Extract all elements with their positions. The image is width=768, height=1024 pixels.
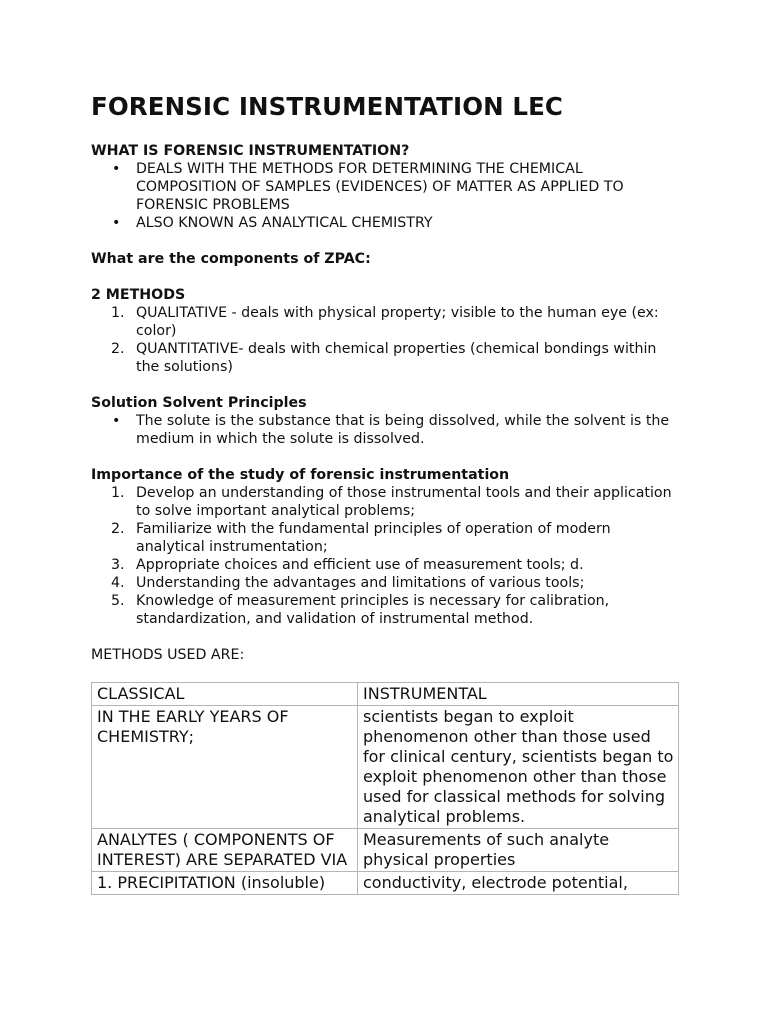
list-item	[91, 160, 678, 214]
document-title: FORENSIC INSTRUMENTATION LEC	[91, 92, 563, 121]
table-row	[92, 829, 679, 872]
table-cell: Measurements of such analyte physical properties	[358, 829, 679, 872]
methods-used-label: METHODS USED ARE:	[91, 647, 245, 663]
list-item-text: Understanding the advantages and limitations of various tools;	[136, 575, 585, 591]
list-item-text: Develop an understanding of those instrumental tools and their application to solve important analytical problems;	[136, 485, 672, 519]
methods-table	[91, 682, 679, 895]
list-item-text: Familiarize with the fundamental principles of operation of modern analytical instrumentation;	[136, 521, 611, 555]
numbered-list-importance	[91, 484, 678, 628]
list-item-text: QUANTITATIVE- deals with chemical properties (chemical bondings within the solutions)	[136, 341, 657, 375]
list-item	[91, 304, 678, 340]
section-importance	[91, 466, 678, 628]
section-heading-what-is: WHAT IS FORENSIC INSTRUMENTATION?	[91, 143, 410, 159]
number-marker: 5.	[111, 593, 125, 609]
list-item-text: QUALITATIVE - deals with physical property; visible to the human eye (ex: color)	[136, 305, 659, 339]
table-row	[92, 706, 679, 829]
section-heading-components: What are the components of ZPAC:	[91, 251, 371, 267]
list-item-text: ALSO KNOWN AS ANALYTICAL CHEMISTRY	[136, 215, 433, 231]
list-item	[91, 592, 678, 628]
number-marker: 2.	[111, 521, 125, 537]
number-marker: 3.	[111, 557, 125, 573]
number-marker: 1.	[111, 485, 125, 501]
number-marker: 4.	[111, 575, 125, 591]
table-cell: ANALYTES ( COMPONENTS OF INTEREST) ARE SEPARATED VIA	[92, 829, 358, 872]
table-header-row	[92, 683, 679, 706]
table-row	[92, 872, 679, 895]
list-item-text: Appropriate choices and efficient use of measurement tools; d.	[136, 557, 584, 573]
bullet-list-solution	[91, 412, 678, 448]
bullet-list-what-is	[91, 160, 678, 232]
section-heading-solution: Solution Solvent Principles	[91, 395, 307, 411]
number-marker: 2.	[111, 341, 125, 357]
list-item-text: Knowledge of measurement principles is necessary for calibration, standardization, and validation of instrumental method.	[136, 593, 610, 627]
list-item	[91, 520, 678, 556]
table-cell: conductivity, electrode potential,	[358, 872, 679, 895]
list-item-text: DEALS WITH THE METHODS FOR DETERMINING THE CHEMICAL COMPOSITION OF SAMPLES (EVIDENCES) OF MATTER AS APPLIED TO FORENSIC PROBLEMS	[136, 161, 624, 213]
section-what-is	[91, 142, 678, 232]
table-header-instrumental: INSTRUMENTAL	[358, 683, 679, 706]
section-heading-methods: 2 METHODS	[91, 287, 186, 303]
section-heading-importance: Importance of the study of forensic instrumentation	[91, 467, 510, 483]
list-item	[91, 574, 678, 592]
bullet-marker: •	[112, 413, 121, 429]
section-solution	[91, 394, 678, 448]
list-item	[91, 556, 678, 574]
list-item	[91, 214, 678, 232]
table-cell: IN THE EARLY YEARS OF CHEMISTRY;	[92, 706, 358, 829]
list-item-text: The solute is the substance that is being dissolved, while the solvent is the medium in which the solute is dissolved.	[136, 413, 670, 447]
list-item	[91, 412, 678, 448]
table-cell: 1. PRECIPITATION (insoluble)	[92, 872, 358, 895]
list-item	[91, 484, 678, 520]
table-cell: scientists began to exploit phenomenon other than those used for clinical century, scientists began to exploit phenomenon other than those used for classical methods for solving analytical problems.	[358, 706, 679, 829]
section-methods	[91, 286, 678, 376]
number-marker: 1.	[111, 305, 125, 321]
section-components	[91, 250, 678, 268]
list-item	[91, 340, 678, 376]
numbered-list-methods	[91, 304, 678, 376]
bullet-marker: •	[112, 215, 121, 231]
table-header-classical: CLASSICAL	[92, 683, 358, 706]
bullet-marker: •	[112, 161, 121, 177]
